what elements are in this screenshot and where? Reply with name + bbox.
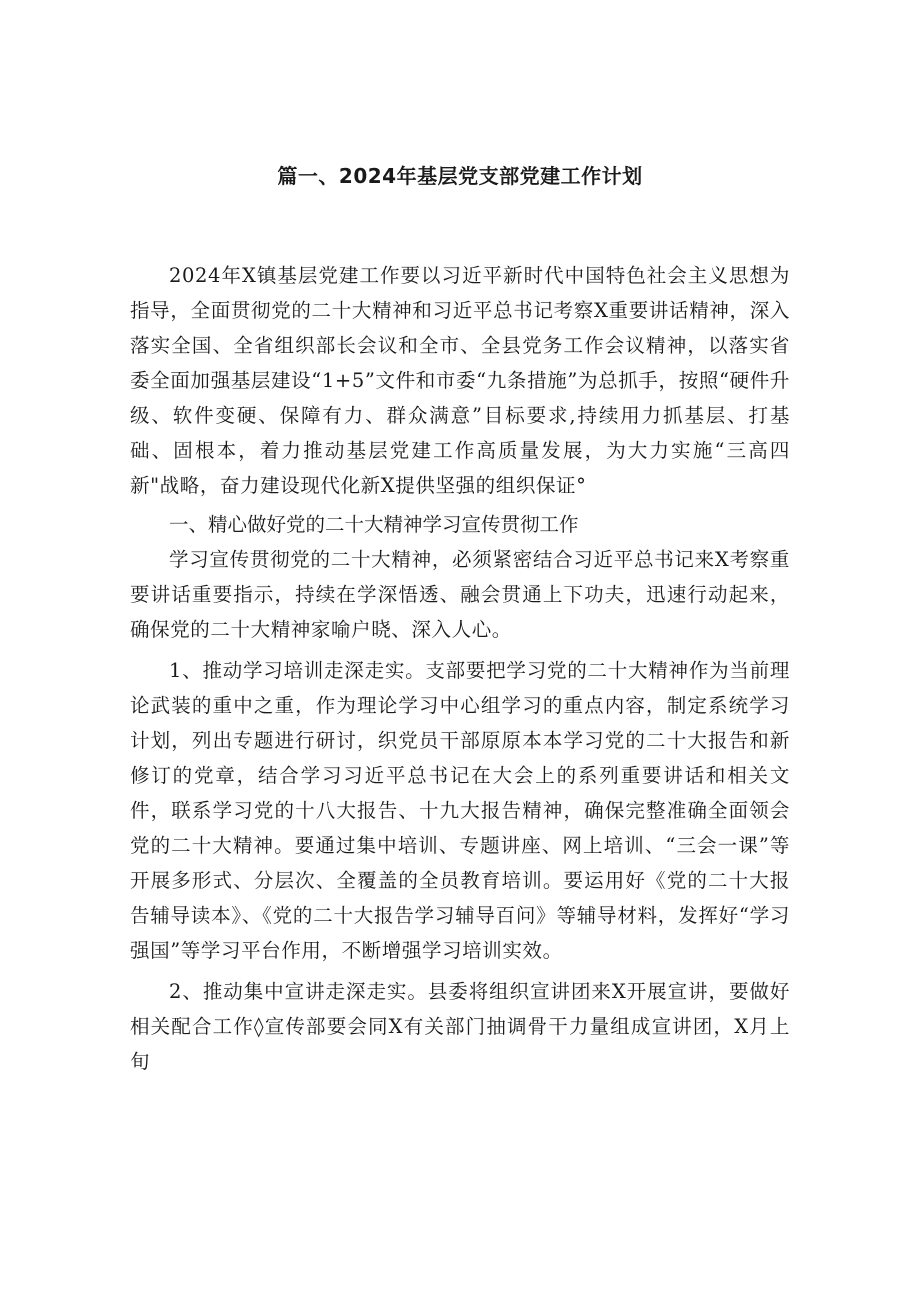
item-1-paragraph: 1、推动学习培训走深走实。支部要把学习党的二十大精神作为当前理论武装的重中之重，作为理论学习中心组学习的重点内容，制定系统学习计划，列出专题进行研讨，织党员干部原原本本学习党的二十大报告和新修订的党章，结合学习习近平总书记在大会上的系列重要讲话和相关文件，联系学习党的十八大报告、十九大报告精神，确保完整准确全面领会党的二十大精神。要通过集中培训、专题讲座、网上培训、“三会一课”等开展多形式、分层次、全覆盖的全员教育培训。要运用好《党的二十大报告辅导读本》、《党的二十大报告学习辅导百问》等辅导材料，发挥好“学习强国”等学习平台作用，不断增强学习培训实效。 — [130, 659, 790, 962]
intro-paragraph: 2024年X镇基层党建工作要以习近平新时代中国特色社会主义思想为指导，全面贯彻党的二十大精神和习近平总书记考察X重要讲话精神，深入落实全国、全省组织部长会议和全市、全县党务工作会议精神，以落实省委全面加强基层建设“1+5”文件和市委“九条措施”为总抓手，按照“硬件升级、软件变硬、保障有力、群众满意”目标要求,持续用力抓基层、打基础、固根本，着力推动基层党建工作高质量发展，为大力实施“三高四新"战略，奋力建设现代化新X提供坚强的组织保证° — [130, 264, 790, 497]
document-title: 篇一、2024年基层党支部党建工作计划 — [277, 164, 643, 188]
section-heading-1: 一、精心做好党的二十大精神学习宣传贯彻工作 — [169, 513, 579, 536]
document-body — [130, 258, 790, 1079]
section1-intro-paragraph: 学习宣传贯彻党的二十大精神，必须紧密结合习近平总书记来X考察重要讲话重要指示，持续在学深悟透、融会贯通上下功夫，迅速行动起来，确保党的二十大精神家喻户晓、深入人心。 — [130, 548, 790, 641]
item-2-paragraph: 2、推动集中宣讲走深走实。县委将组织宣讲团来X开展宣讲，要做好相关配合工作◊宣传部要会同X有关部门抽调骨干力量组成宣讲团，X月上旬 — [130, 980, 790, 1073]
